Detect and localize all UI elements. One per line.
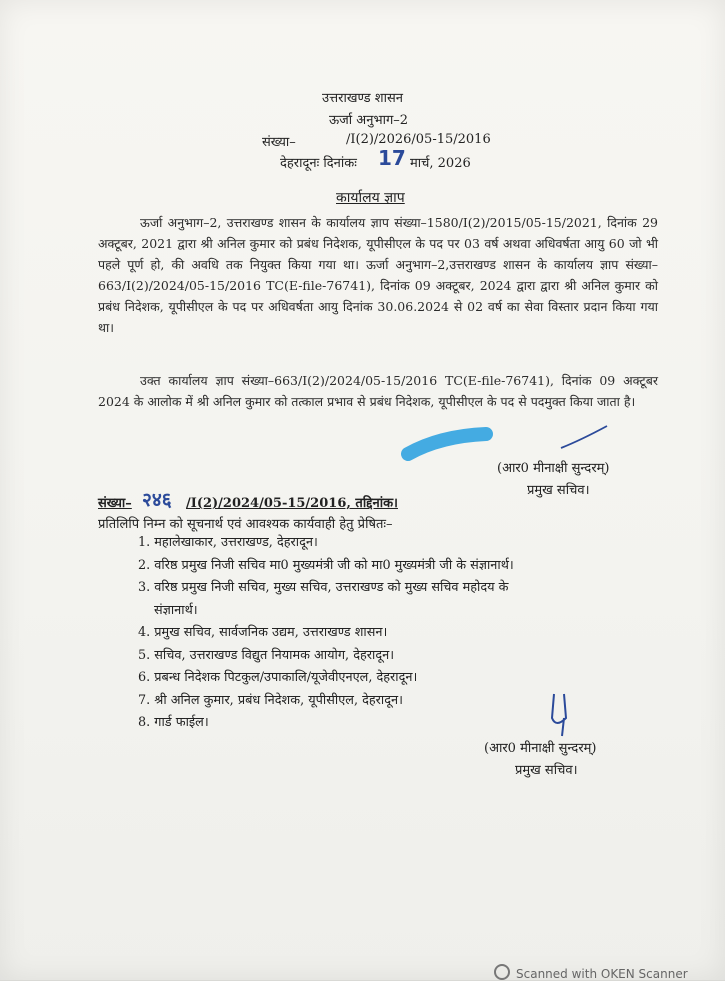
memo-paragraph-2: उक्त कार्यालय ज्ञाप संख्या–663/I(2)/2024/05-15/2016 TC(E-file-76741), दिनांक 09 अक्टूबर 2024 के आलोक में श्री अनिल कुमार को तत्काल प्रभाव से प्रबंध निदेशक, यूपीसीएल के पद से पदमुक्त किया जाता है। <box>98 373 658 409</box>
memo-paragraph-1: ऊर्जा अनुभाग–2, उत्तराखण्ड शासन के कार्यालय ज्ञाप संख्या–1580/I(2)/2015/05-15/2021, दिनांक 29 अक्टूबर, 2021 द्वारा श्री अनिल कुमार को प्रबंध निदेशक, यूपीसीएल के पद पर 03 वर्ष अथवा अधिवर्षता आयु 60 जो भी पहले पूर्ण हो, की अवधि तक नियुक्त किया गया था। ऊर्जा अनुभाग–2,उत्तराखण्ड शासन के कार्यालय ज्ञाप संख्या–663/I(2)/2024/05-15/2016 TC(E-file-76741), दिनांक 09 अक्टूबर, 2024 द्वारा द्वारा श्री अनिल कुमार को प्रबंध निदेशक, यूपीसीएल के पद पर अधिवर्षता आयु दिनांक 30.06.2024 से 02 वर्ष का सेवा विस्तार प्रदान किया गया था। <box>98 215 658 335</box>
copy-reference-label: संख्या– <box>98 496 132 511</box>
reference-number: /I(2)/2026/05-15/2016 <box>346 132 491 147</box>
recipient-item: संज्ञानार्थ। <box>154 602 198 618</box>
place-date-label: देहरादूनः दिनांकः <box>280 156 357 171</box>
copy-reference-number: /I(2)/2024/05-15/2016, तद्दिनांक। <box>186 496 398 511</box>
handwritten-copy-number: २४६ <box>142 489 172 511</box>
recipient-item: 5. सचिव, उत्तराखण्ड विद्युत नियामक आयोग, देहरादून। <box>138 647 395 663</box>
signatory-designation-2: प्रमुख सचिव। <box>515 763 578 778</box>
recipient-item: 7. श्री अनिल कुमार, प्रबंध निदेशक, यूपीसीएल, देहरादून। <box>138 692 403 708</box>
date-month-year: मार्च, 2026 <box>410 156 471 171</box>
signature-stroke-2 <box>540 688 580 740</box>
copy-intro: प्रतिलिपि निम्न को सूचनार्थ एवं आवश्यक कार्यवाही हेतु प्रेषितः– <box>98 517 393 532</box>
memo-title: कार्यालय ज्ञाप <box>336 190 405 206</box>
recipient-item: 8. गार्ड फाईल। <box>138 715 209 730</box>
highlighter-mark <box>400 424 495 464</box>
recipient-list <box>138 532 514 735</box>
government-name: उत्तराखण्ड शासन <box>322 91 403 106</box>
recipient-item: 1. महालेखाकार, उत्तराखण्ड, देहरादून। <box>138 535 318 550</box>
recipient-item: 2. वरिष्ठ प्रमुख निजी सचिव मा0 मुख्यमंत्री जी को मा0 मुख्यमंत्री जी के संज्ञानार्थ। <box>138 557 514 573</box>
signatory-name-1: (आर0 मीनाक्षी सुन्दरम्) <box>497 461 610 476</box>
signatory-name-2: (आर0 मीनाक्षी सुन्दरम्) <box>484 741 597 756</box>
recipient-item: 6. प्रबन्ध निदेशक पिटकुल/उपाकालि/यूजेवीएनएल, देहरादून। <box>138 670 418 685</box>
signatory-designation-1: प्रमुख सचिव। <box>527 483 590 498</box>
recipient-item: 4. प्रमुख सचिव, सार्वजनिक उद्यम, उत्तराखण्ड शासन। <box>138 625 388 640</box>
handwritten-date-day: 17 <box>378 146 406 170</box>
reference-label: संख्या– <box>262 135 296 150</box>
scanner-logo-icon <box>494 964 510 980</box>
recipient-item: 3. वरिष्ठ प्रमुख निजी सचिव, मुख्य सचिव, उत्तराखण्ड को मुख्य सचिव महोदय के <box>138 580 509 595</box>
scanner-watermark: Scanned with OKEN Scanner <box>494 964 688 981</box>
signature-stroke-1 <box>555 420 615 455</box>
section-name: ऊर्जा अनुभाग–2 <box>328 113 409 128</box>
